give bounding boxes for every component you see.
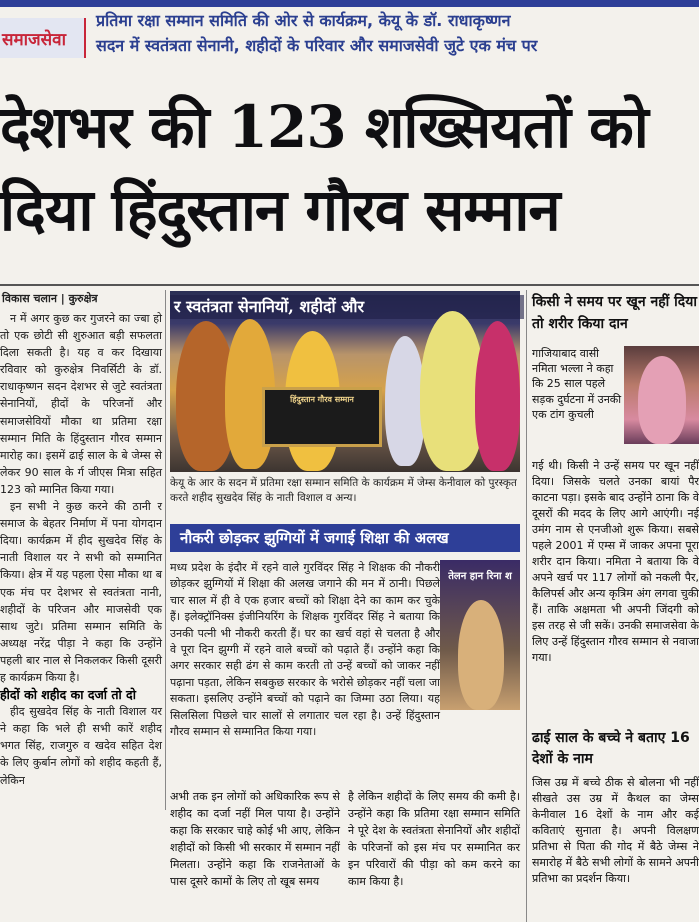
person-child xyxy=(385,336,425,466)
right-body-1: गई थी। किसी ने उन्हें समय पर खून नहीं दिया। जिसके चलते उनका बायां पैर काटना पड़ा। इसके बाद उन्होंने ठाना कि वे दूसरों की मदद के लिए आगे आएंगी। नई उमंग नाम से एनजीओ शुरू किया। सबसे पहले 2001 में एम्स में जाकर अपना पूरा शरीर दान किया। नमिता ने बताया कि वे अपने खर्च पर 117 लोगों को नकली पैर, कैलिपर्स और अन्य कृत्रिम अंग लगवा चुकी हैं। ताकि अक्षमता भी अपनी जिंदगी को इस तरह से जी सकें। उनकी समाजसेवा के लिए उन्हें हिंदुस्तान गौरव सम्मान से नवाजा गया। xyxy=(532,459,699,664)
left-para-2: इन सभी ने कुछ करने की ठानी र समाज के बेहतर निर्माण में पना योगदान दिया। कार्यक्रम में हीद सुखदेव सिंह के नाती विशाल यर ने सभी को सम्मानित किया। क्षेत्र में यह पहला ऐसा मौका था ब एक मंच पर देशभर से स्वतंत्रता नानी, शहीदों के परिजन और माजसेवी एक साथ जुटे। प्रतिमा सम्मान समिति के अध्यक्ष नरेंद्र पीड़ा ने कहा कि उन्होंने पहली बार नाल से निकलकर किसी दूसरी ह कार्यक्रम किया है। xyxy=(0,500,162,684)
headline-line-2: दिया हिंदुस्तान गौरव सम्मान xyxy=(0,176,560,244)
plaque-title: हिंदुस्तान गौरव सम्मान xyxy=(290,395,354,404)
award-plaque xyxy=(262,387,382,447)
inset-banner-text: तेलन हान रिना श xyxy=(448,571,512,582)
column-rule-2 xyxy=(526,290,527,922)
left-column xyxy=(0,310,162,787)
bottom-col-2: अभी तक इन लोगों को अधिकारिक रूप से शहीद का दर्जा नहीं मिल पाया है। उन्होंने कहा कि सरकार चाहे कोई भी आए, लेकिन शहीदों को किसी भी सरकार में सम्मान नहीं मिलता। उन्होंने कहा कि राजनेताओं के पास दूसरे कामों के लिए तो खूब समय xyxy=(170,790,340,888)
bottom-col-3: है लेकिन शहीदों के लिए समय की कमी है। उन्होंने कहा कि प्रतिमा रक्षा सम्मान समिति ने पूरे देश के स्वतंत्रता सेनानियों और शहीदों के परिजनों को इस मंच पर सम्मानित कर इन परिवारों की पीड़ा को कम करने का काम किया है। xyxy=(348,790,520,888)
right-headline-2: ढाई साल के बच्चे ने बताए 16 देशों के नाम xyxy=(532,730,690,767)
sub-headline-line-1: प्रतिमा रक्षा सम्मान समिति की ओर से कार्यक्रम, केयू के डॉ. राधाकृष्णन xyxy=(96,11,511,30)
headline-line-1: देशभर की 123 शख्सियतों को xyxy=(0,93,648,161)
event-photo xyxy=(170,291,520,472)
sub-headline xyxy=(92,8,699,76)
left-subhead: हीदों को शहीद का दर्जा तो दो xyxy=(0,687,136,703)
left-para-3: हीद सुखदेव सिंह के नाती विशाल यर ने कहा कि भले ही सभी कारें शहीद भगत सिंह, राजगुरु व खदेव सहित देश के लिए कुर्बान लोगों को शहीद कहती हैं, लेकिन xyxy=(0,705,162,787)
story2-title-bar: नौकरी छोड़कर झुग्गियों में जगाई शिक्षा की अलख xyxy=(170,524,520,552)
story2-body: मध्य प्रदेश के इंदौर में रहने वाले गुरविंदर सिंह ने शिक्षक की नौकरी छोड़कर झुग्गियों में शिक्षा की अलख जगाने की मन में ठानी। पिछले चार साल में ही वे एक हजार बच्चों को शिक्षा देने का काम कर चुके हैं। इलेक्ट्रॉनिक्स इंजीनियरिंग के शिक्षक गुरविंदर सिंह ने बताया कि उनकी पत्नी भी नौकरी करती हैं। घर का खर्च वहां से चलता है और वे पूरा दिन झुग्गी में रहने वाले बच्चों को पढ़ाते हैं। उन्होंने कहा कि अगर सरकार सही ढंग से काम करती तो उन्हें बच्चों को जाकर नहीं पढ़ाना पड़ता, लेकिन सबकुछ सरकार के भरोसे छोड़कर नहीं चला जा सकता। इसलिए उन्होंने बच्चों को पढ़ाने का जिम्मा उठा लिया। यह सिलसिला पिछले चार सालों से लगातार चल रहा है। उन्हें हिंदुस्तान गौरव सम्मान से सम्मानित किया गया। xyxy=(170,561,440,739)
left-para-1: न में अगर कुछ कर गुजरने का ज्बा हो तो एक छोटी सी शुरुआत बड़ी सफलता दिला सकती है। यह व कर दिखाया रविवार को कुरुक्षेत्र निवर्सिटी के डॉ. राधाकृष्णन सदन देशभर से जुटे स्वतंत्रता सेनानियों, हीदों के परिजनों और समाजसेवियों मौका था प्रतिमा रक्षा सम्मान मिति के हिंदुस्तान गौरव सम्मान मारोह का। इसमें ढाई साल के बे जेम्स से लेकर 90 साल के र्ग जीएस मित्रा सहित 123 को म्मानित किया गया। xyxy=(0,312,162,496)
headline-divider xyxy=(0,284,699,286)
sub-headline-line-2: सदन में स्वतंत्रता सेनानी, शहीदों के परिवार और समाजसेवी जुटे एक मंच पर xyxy=(96,36,538,55)
right-intro: गाजियाबाद वासी नमिता भल्ला ने कहा कि 25 साल पहले सड़क दुर्घटना में उनकी एक टांग कुचली xyxy=(532,347,622,421)
right-headline-1: किसी ने समय पर खून नहीं दिया तो शरीर किया दान xyxy=(532,294,697,332)
column-rule-1 xyxy=(165,290,166,810)
namita-photo xyxy=(624,346,699,444)
photo-banner-text: र स्वतंत्रता सेनानियों, शहीदों और xyxy=(170,295,524,319)
person-namita xyxy=(638,356,686,444)
top-band xyxy=(0,0,699,7)
photo-caption: केयू के आर के सदन में प्रतिमा रक्षा सम्मान समिति के कार्यक्रम में जेम्स केनीवाल को पुरस्कृत करते शहीद सुखदेव सिंह के नाती विशाल व अन्य। xyxy=(170,477,517,504)
story2-inset-photo xyxy=(440,560,520,710)
section-tag: समाजसेवा xyxy=(0,18,86,58)
person-teacher xyxy=(458,600,504,710)
person-right xyxy=(475,321,520,471)
byline: विकास चलान | कुरुक्षेत्र xyxy=(2,292,98,305)
right-body-2: जिस उम्र में बच्चे ठीक से बोलना भी नहीं सीखते उस उम्र में कैथल का जेम्स केनीवाल 16 देशों के नाम और कई कविताएं सुनाता है। अपनी विलक्षण प्रतिभा से पिता की गोद में बैठे जेम्स ने समारोह में बैठे सभी लोगों के सामने अपनी प्रतिभा का प्रदर्शन किया। xyxy=(532,776,699,885)
